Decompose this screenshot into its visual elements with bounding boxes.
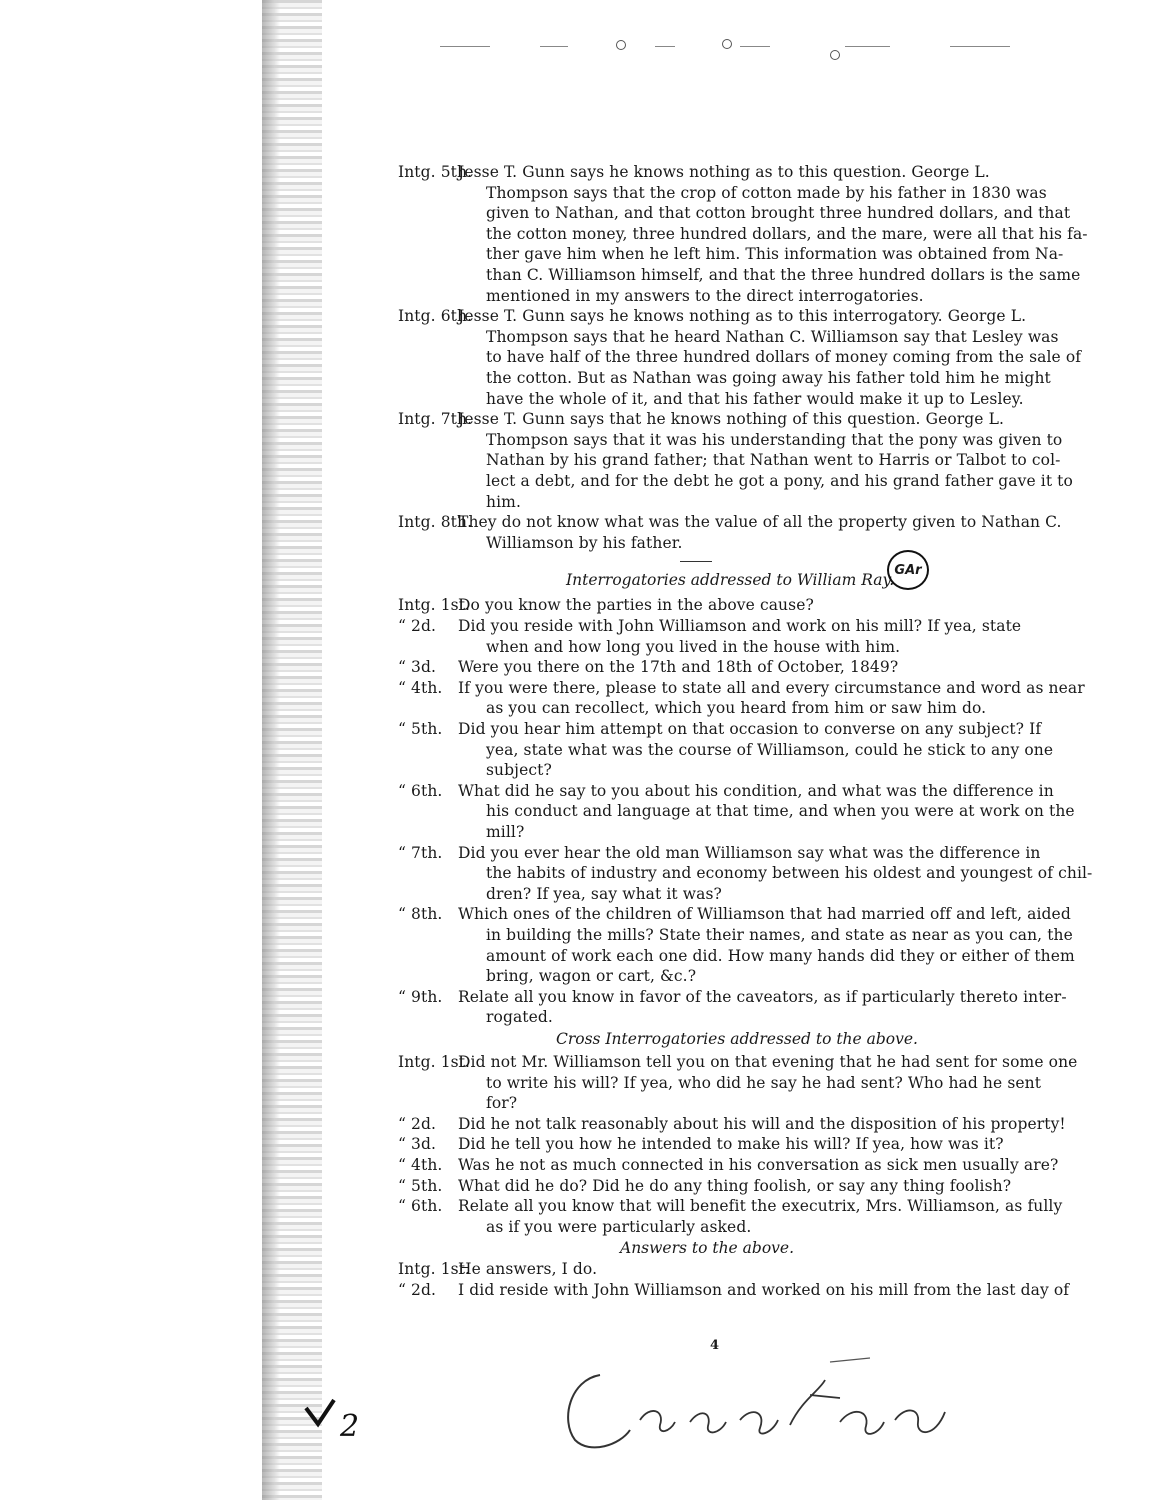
line-text: Jesse T. Gunn says he knows nothing as to this interrogatory. George L. (458, 307, 1027, 326)
page-number: 4 (710, 1338, 720, 1353)
line-text: Jesse T. Gunn says he knows nothing as to this question. George L. (458, 163, 990, 181)
line-text: than C. Williamson himself, and that the three hundred dollars is the same (486, 266, 1081, 284)
line-text: as if you were particularly asked. (486, 1217, 752, 1236)
line-text: Did you reside with John Williamson and work on his mill? If yea, state (458, 617, 1022, 635)
line-text: to have half of the three hundred dollars of money coming from the sale of (486, 348, 1082, 367)
line-text: He answers, I do. (458, 1260, 598, 1279)
interrogatory-label: “ 2d. (398, 1281, 437, 1299)
interrogatory-label: “ 5th. (398, 1176, 443, 1195)
line-text: Was he not as much connected in his conversation as sick men usually are? (458, 1156, 1059, 1174)
scan-dash (440, 46, 490, 47)
interrogatory-label: “ 8th. (398, 905, 443, 924)
line-text: ther gave him when he left him. This information was obtained from Na- (486, 245, 1064, 264)
line-text: dren? If yea, say what it was? (486, 884, 722, 903)
archive-stamp (887, 550, 929, 590)
line-text: his conduct and language at that time, and when you were at work on the (486, 802, 1075, 821)
line-text: What did he say to you about his condition, and what was the difference in (458, 781, 1054, 800)
punch-hole-icon (616, 40, 626, 50)
scanned-page-edge-shadow (262, 0, 280, 1500)
interrogatory-label: “ 4th. (398, 678, 443, 697)
scan-dash (540, 46, 568, 47)
line-text: as you can recollect, which you heard from him or saw him do. (486, 699, 987, 718)
interrogatory-label: Intg. 8th. (398, 513, 473, 532)
interrogatory-label: “ 2d. (398, 617, 437, 635)
line-text: Did he not talk reasonably about his will and the disposition of his property! (458, 1114, 1066, 1133)
line-text: Did he tell you how he intended to make his will? If yea, how was it? (458, 1135, 1004, 1154)
interrogatory-label: Intg. 1st. (398, 596, 471, 615)
line-text: lect a debt, and for the debt he got a pony, and his grand father gave it to (486, 472, 1073, 490)
line-text: subject? (486, 761, 552, 780)
line-text: for? (486, 1094, 518, 1113)
line-text: I did reside with John Williamson and worked on his mill from the last day of (458, 1281, 1070, 1299)
scan-dash (845, 46, 890, 47)
section-divider (680, 561, 712, 562)
line-text: Did not Mr. Williamson tell you on that evening that he had sent for some one (458, 1053, 1078, 1071)
handwritten-check-mark (300, 1390, 370, 1450)
interrogatory-label: “ 9th. (398, 987, 443, 1006)
line-text: Thompson says that he heard Nathan C. Williamson say that Lesley was (486, 327, 1059, 346)
line-text: given to Nathan, and that cotton brought three hundred dollars, and that (486, 204, 1071, 223)
caveators-signature (540, 1350, 980, 1460)
line-text: yea, state what was the course of Williamson, could he stick to any one (486, 740, 1054, 759)
interrogatory-label: “ 2d. (398, 1114, 437, 1133)
interrogatory-label: Intg. 6th. (398, 307, 473, 326)
interrogatory-label: “ 4th. (398, 1156, 443, 1174)
section-heading: Cross Interrogatories addressed to the above. (556, 1030, 918, 1048)
top-scan-marks (440, 36, 1020, 66)
line-text: in building the mills? State their names, and state as near as you can, the (486, 926, 1073, 944)
line-text: Relate all you know in favor of the caveators, as if particularly thereto inter- (458, 987, 1067, 1006)
interrogatory-label: “ 5th. (398, 720, 443, 738)
line-text: Relate all you know that will benefit the executrix, Mrs. Williamson, as fully (458, 1197, 1063, 1216)
line-text: rogated. (486, 1008, 553, 1027)
line-text: have the whole of it, and that his father would make it up to Lesley. (486, 389, 1024, 408)
line-text: the cotton money, three hundred dollars, and the mare, were all that his fa- (486, 224, 1088, 243)
line-text: mentioned in my answers to the direct interrogatories. (486, 286, 924, 305)
interrogatory-label: Intg. 7th. (398, 410, 473, 429)
line-text: the habits of industry and economy between his oldest and youngest of chil- (486, 864, 1093, 883)
interrogatory-label: Intg. 1st. (398, 1053, 471, 1071)
corner-number: 2 (340, 1409, 360, 1444)
line-text: bring, wagon or cart, &c.? (486, 967, 697, 986)
interrogatory-label: Intg. 1st. (398, 1260, 471, 1279)
line-text: him. (486, 492, 521, 511)
punch-hole-icon (830, 50, 840, 60)
line-text: the cotton. But as Nathan was going away his father told him he might (486, 369, 1051, 387)
interrogatory-label: “ 6th. (398, 781, 443, 800)
line-text: mill? (486, 823, 525, 841)
line-text: amount of work each one did. How many hands did they or either of them (486, 946, 1075, 965)
scan-dash (740, 46, 770, 47)
interrogatory-label: “ 6th. (398, 1197, 443, 1216)
punch-hole-icon (722, 39, 732, 49)
line-text: Do you know the parties in the above cause? (458, 596, 814, 615)
line-text: to write his will? If yea, who did he say he had sent? Who had he sent (486, 1073, 1042, 1092)
interrogatory-label: Intg. 5th. (398, 163, 473, 181)
line-text: Which ones of the children of Williamson that had married off and left, aided (458, 905, 1071, 924)
interrogatory-label: “ 3d. (398, 658, 437, 677)
section-heading: Interrogatories addressed to William Ray. (566, 571, 895, 590)
line-text: They do not know what was the value of all the property given to Nathan C. (458, 513, 1062, 532)
line-text: What did he do? Did he do any thing foolish, or say any thing foolish? (458, 1176, 1012, 1195)
line-text: Thompson says that it was his understanding that the pony was given to (486, 430, 1063, 449)
stamp-label: GAr (894, 562, 922, 578)
line-text: Jesse T. Gunn says that he knows nothing of this question. George L. (458, 410, 1005, 429)
line-text: Nathan by his grand father; that Nathan went to Harris or Talbot to col- (486, 451, 1061, 470)
interrogatory-label: “ 7th. (398, 843, 443, 862)
scan-dash (950, 46, 1010, 47)
line-text: Did you ever hear the old man Williamson say what was the difference in (458, 843, 1041, 862)
line-text: Were you there on the 17th and 18th of October, 1849? (458, 658, 899, 677)
line-text: when and how long you lived in the house with him. (486, 637, 901, 656)
scan-dash (655, 46, 675, 47)
interrogatory-label: “ 3d. (398, 1135, 437, 1154)
section-heading: Answers to the above. (620, 1239, 795, 1258)
line-text: Williamson by his father. (486, 533, 683, 552)
line-text: If you were there, please to state all and every circumstance and word as near (458, 678, 1085, 697)
line-text: Thompson says that the crop of cotton made by his father in 1830 was (486, 183, 1047, 202)
line-text: Did you hear him attempt on that occasion to converse on any subject? If (458, 720, 1042, 738)
